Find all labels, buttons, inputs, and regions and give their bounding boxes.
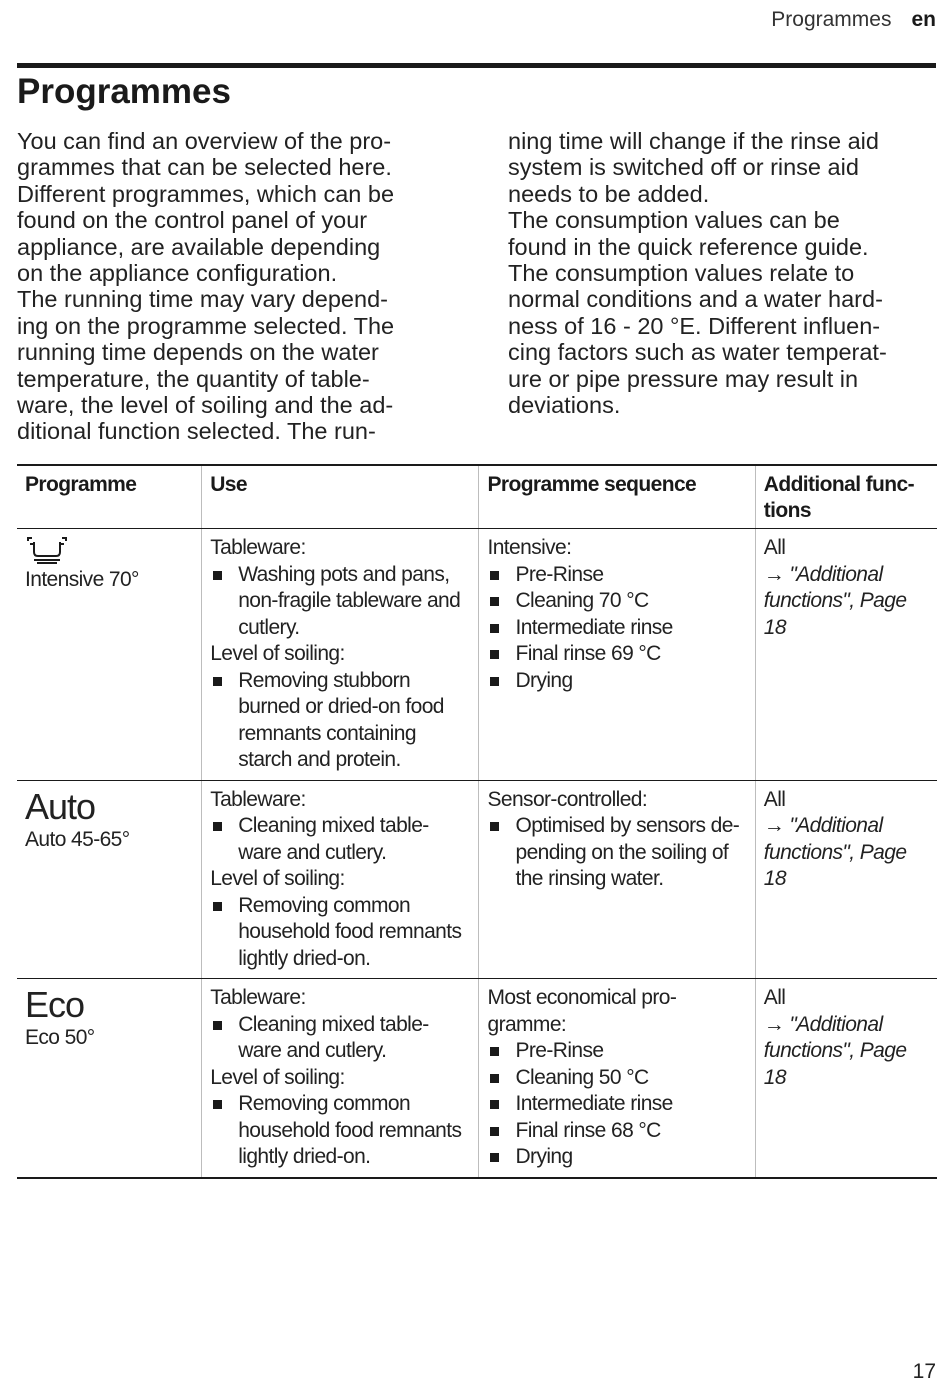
list-item: Removing stubborn burned or dried-on food remnants containing starch and protein. — [210, 668, 470, 774]
intro-line: appliance, are available depending — [17, 233, 381, 260]
list-item: Intermediate rinse — [487, 615, 746, 642]
list-item: Washing pots and pans, non-fragile tableware and cutlery. — [210, 562, 470, 642]
intro-line: ure or pipe pressure may result in — [508, 365, 859, 392]
header-language: en — [911, 8, 936, 31]
intro-line: needs to be added. — [508, 180, 710, 207]
intro-line: You can find an overview of the pro- — [17, 128, 392, 154]
programme-name: Eco 50° — [25, 1026, 95, 1049]
list-item: Final rinse 68 °C — [487, 1118, 746, 1145]
programme-cell — [17, 979, 202, 1178]
column-header-additional: Additional func-tions — [755, 465, 937, 529]
programme-cell — [17, 529, 202, 781]
tableware-label: Tableware: — [210, 536, 306, 559]
sequence-label: Intensive: — [487, 536, 572, 559]
table-header-row — [17, 465, 937, 529]
list-item: Cleaning mixed table-ware and cutlery. — [210, 813, 470, 866]
cross-reference: → "Additional functions", Page 18 — [763, 814, 907, 890]
list-item: Final rinse 69 °C — [487, 641, 746, 668]
sequence-list — [487, 813, 746, 893]
sequence-label: Sensor-controlled: — [487, 787, 648, 811]
additional-all: All — [763, 536, 786, 559]
list-item: Cleaning mixed table-ware and cutlery. — [210, 1012, 470, 1065]
intro-line: on the appliance configuration. — [17, 260, 338, 287]
tableware-list — [210, 813, 470, 866]
sequence-cell — [479, 780, 755, 979]
additional-cell — [755, 780, 937, 979]
cross-reference: → "Additional functions", Page 18 — [763, 562, 907, 639]
intro-line: found on the control panel of your — [17, 207, 368, 234]
intro-column-right — [508, 128, 937, 445]
header-section: Programmes — [771, 8, 892, 31]
tableware-list — [210, 1012, 470, 1065]
use-cell — [202, 529, 479, 781]
intro-line: temperature, the quantity of table- — [17, 365, 370, 392]
intro-line: The consumption values relate to — [508, 260, 855, 287]
intro-line: ing on the programme selected. The — [17, 312, 395, 339]
additional-cell — [755, 979, 937, 1178]
column-header-sequence: Programme sequence — [479, 465, 755, 529]
soiling-list — [210, 668, 470, 774]
list-item: Drying — [487, 1144, 746, 1171]
programme-name: Auto 45-65° — [25, 827, 130, 851]
sequence-cell — [479, 529, 755, 781]
soiling-list — [210, 893, 470, 973]
intro-line: The running time may vary depend- — [17, 286, 388, 313]
table-row — [17, 780, 937, 979]
cross-reference: → "Additional functions", Page 18 — [763, 1012, 907, 1089]
list-item: Pre-Rinse — [487, 562, 746, 589]
soiling-label: Level of soiling: — [210, 867, 345, 890]
intro-line: ware, the level of soiling and the ad- — [17, 392, 394, 419]
programme-table — [17, 464, 937, 1179]
list-item: Removing common household food remnants lightly dried-on. — [210, 1091, 470, 1171]
list-item: Pre-Rinse — [487, 1038, 746, 1065]
page-title: Programmes — [17, 72, 231, 111]
tableware-label: Tableware: — [210, 787, 306, 811]
use-cell — [202, 979, 479, 1178]
additional-all: All — [763, 787, 786, 811]
intro-line: system is switched off or rinse aid — [508, 154, 859, 181]
list-item: Removing common household food remnants lightly dried-on. — [210, 893, 470, 973]
additional-all: All — [763, 986, 786, 1009]
tableware-list — [210, 562, 470, 642]
list-item: Intermediate rinse — [487, 1091, 746, 1118]
list-item: Cleaning 70 °C — [487, 588, 746, 615]
additional-cell — [755, 529, 937, 781]
programme-name: Intensive 70° — [25, 568, 139, 591]
soiling-label: Level of soiling: — [210, 642, 345, 665]
table-row — [17, 529, 937, 781]
intensive-pot-icon — [25, 535, 193, 567]
intro-line: ditional function selected. The run- — [17, 418, 376, 445]
sequence-list — [487, 1038, 746, 1171]
soiling-list — [210, 1091, 470, 1171]
intro-line: found in the quick reference guide. — [508, 233, 869, 260]
intro-line: normal conditions and a water hard- — [508, 286, 883, 313]
page-number: 17 — [912, 1360, 936, 1383]
column-header-use: Use — [202, 465, 479, 529]
top-rule — [17, 63, 936, 68]
intro-line: deviations. — [508, 392, 621, 419]
sequence-label: Most economical pro-gramme: — [487, 986, 677, 1036]
column-header-programme: Programme — [17, 465, 202, 529]
programme-cell — [17, 780, 202, 979]
intro-line: ness of 16 - 20 °E. Different influen- — [508, 312, 881, 339]
intro-line: ning time will change if the rinse aid — [508, 128, 879, 154]
running-header — [771, 8, 936, 32]
sequence-cell — [479, 979, 755, 1178]
intro-line: grammes that can be selected here. — [17, 154, 392, 181]
programme-symbol: Eco — [25, 984, 85, 1025]
intro-line: The consumption values can be — [508, 207, 840, 234]
programme-symbol: Auto — [25, 785, 96, 827]
table-row — [17, 979, 937, 1178]
intro-text — [17, 128, 937, 445]
tableware-label: Tableware: — [210, 986, 306, 1009]
intro-line: cing factors such as water temperat- — [508, 339, 887, 366]
list-item: Drying — [487, 668, 746, 695]
intro-line: running time depends on the water — [17, 339, 379, 366]
soiling-label: Level of soiling: — [210, 1065, 345, 1089]
sequence-list — [487, 562, 746, 695]
intro-line: Different programmes, which can be — [17, 180, 395, 207]
list-item: Optimised by sensors de-pending on the soiling of the rinsing water. — [487, 813, 746, 893]
use-cell — [202, 780, 479, 979]
intro-column-left — [17, 128, 446, 445]
list-item: Cleaning 50 °C — [487, 1065, 746, 1092]
